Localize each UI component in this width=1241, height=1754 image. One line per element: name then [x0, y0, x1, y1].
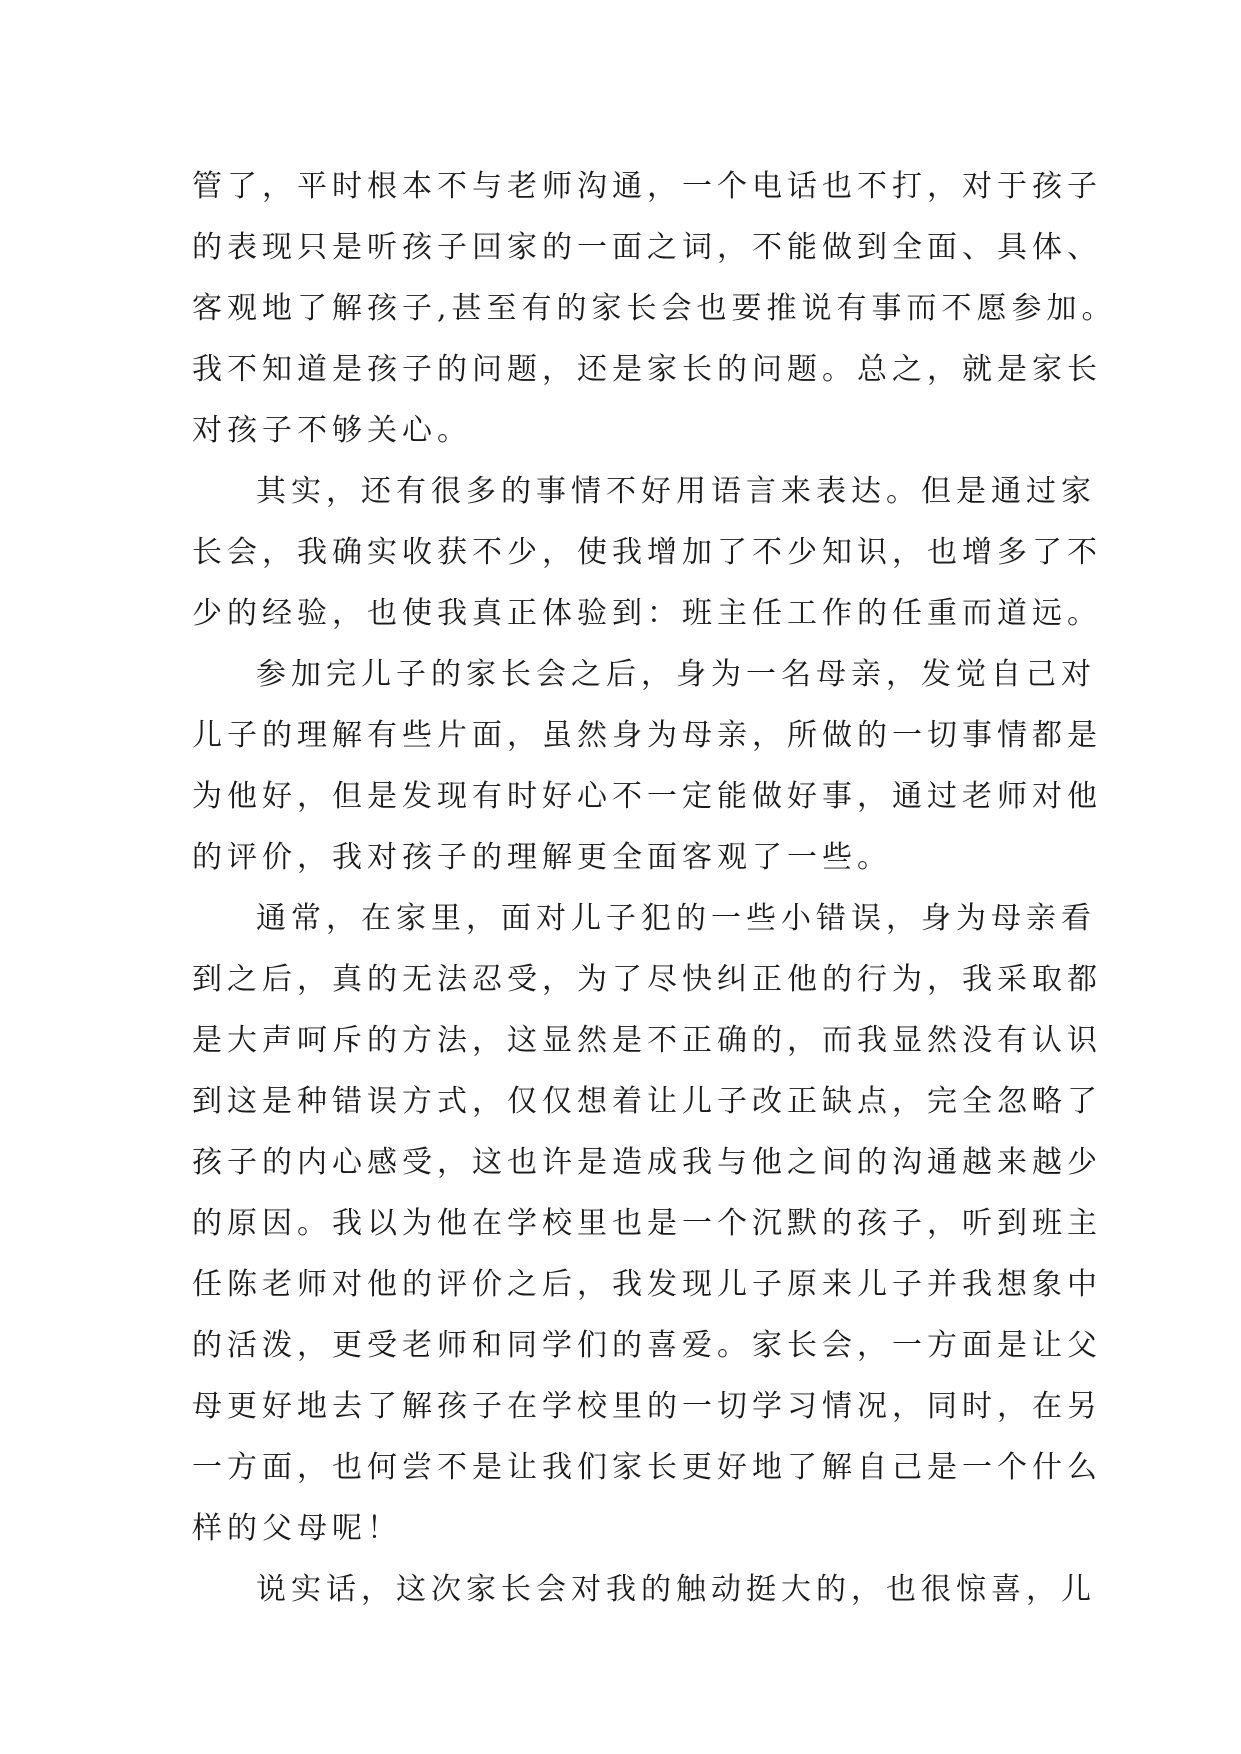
text-line: 的原因。我以为他在学校里也是一个沉默的孩子，听到班主: [192, 1206, 1102, 1241]
text-line: 的活泼，更受老师和同学们的喜爱。家长会，一方面是让父: [192, 1328, 1102, 1363]
text-line: 一方面，也何尝不是让我们家长更好地了解自己是一个什么: [192, 1450, 1102, 1485]
text-line: 母更好地去了解孩子在学校里的一切学习情况，同时，在另: [192, 1389, 1102, 1424]
text-line: 为他好，但是发现有时好心不一定能做好事，通过老师对他: [192, 779, 1102, 814]
text-line: 儿子的理解有些片面，虽然身为母亲，所做的一切事情都是: [192, 718, 1102, 753]
text-line: 少的经验，也使我真正体验到：班主任工作的任重而道远。: [192, 596, 1102, 631]
text-line: 的评价，我对孩子的理解更全面客观了一些。: [192, 840, 892, 875]
text-line: 任陈老师对他的评价之后，我发现儿子原来儿子并我想象中: [192, 1267, 1102, 1302]
text-line: 孩子的内心感受，这也许是造成我与他之间的沟通越来越少: [192, 1145, 1102, 1180]
text-line: 客观地了解孩子,甚至有的家长会也要推说有事而不愿参加。: [192, 291, 1117, 326]
paragraph-first-line: 说实话，这次家长会对我的触动挺大的，也很惊喜，儿: [256, 1572, 1096, 1607]
text-line: 到这是种错误方式，仅仅想着让儿子改正缺点，完全忽略了: [192, 1084, 1102, 1119]
text-line: 的表现只是听孩子回家的一面之词，不能做到全面、具体、: [192, 230, 1102, 265]
paragraph-first-line: 其实，还有很多的事情不好用语言来表达。但是通过家: [256, 474, 1096, 509]
text-line: 到之后，真的无法忍受，为了尽快纠正他的行为，我采取都: [192, 962, 1102, 997]
text-line: 管了，平时根本不与老师沟通，一个电话也不打，对于孩子: [192, 169, 1102, 204]
paragraph-first-line: 通常，在家里，面对儿子犯的一些小错误，身为母亲看: [256, 901, 1096, 936]
document-body: [192, 156, 1117, 1620]
text-line: 我不知道是孩子的问题，还是家长的问题。总之，就是家长: [192, 352, 1102, 387]
paragraph-first-line: 参加完儿子的家长会之后，身为一名母亲，发觉自己对: [256, 657, 1096, 692]
text-line: 是大声呵斥的方法，这显然是不正确的，而我显然没有认识: [192, 1023, 1102, 1058]
text-line: 长会，我确实收获不少，使我增加了不少知识，也增多了不: [192, 535, 1102, 570]
text-line: 样的父母呢！: [192, 1511, 402, 1546]
text-line: 对孩子不够关心。: [192, 413, 472, 448]
